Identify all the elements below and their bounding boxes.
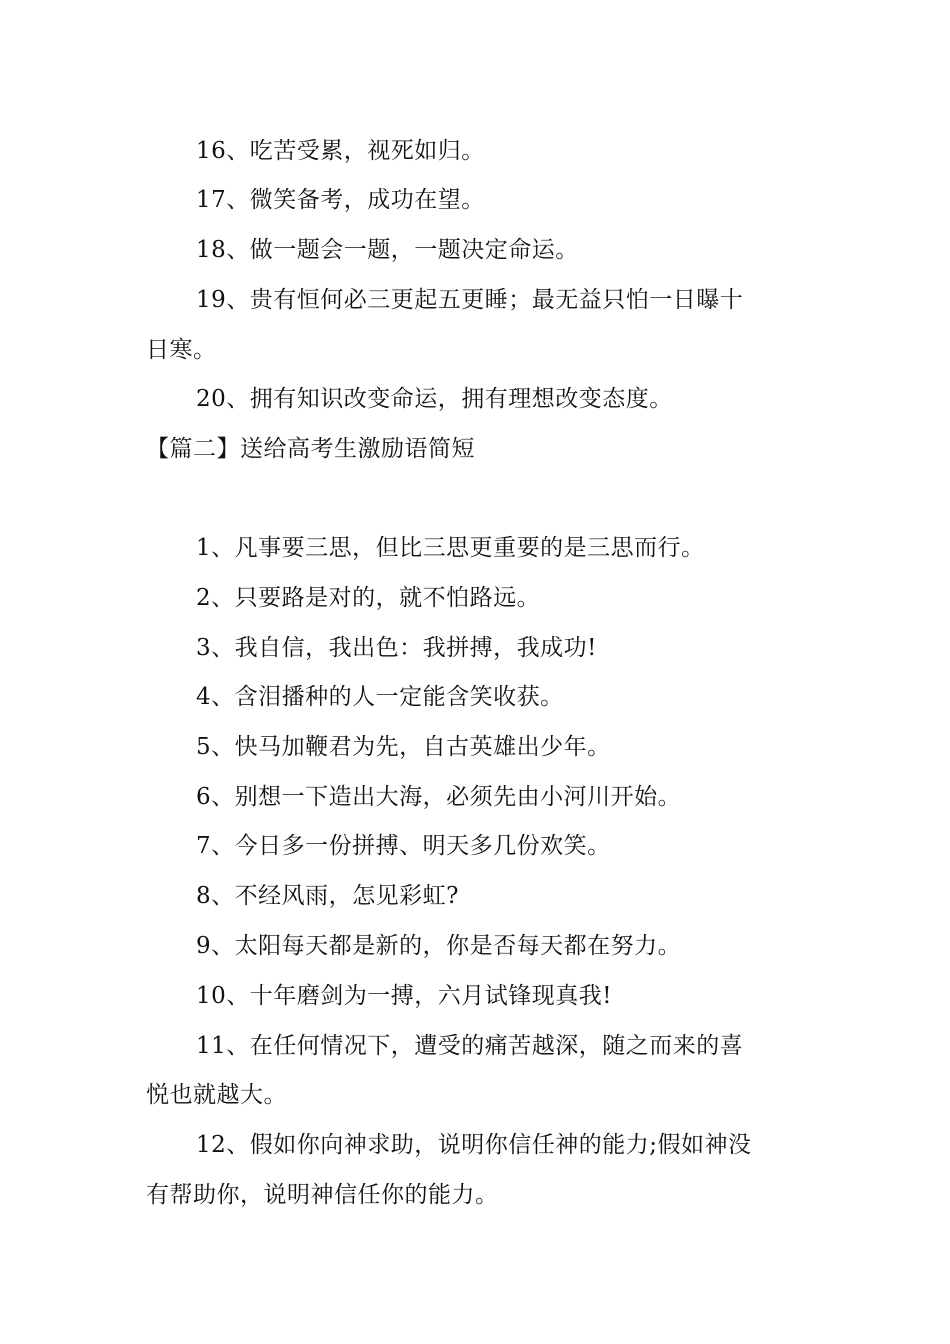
list-item: 16、吃苦受累，视死如归。: [196, 138, 485, 164]
list-item: 8、不经风雨，怎见彩虹?: [196, 883, 459, 909]
list-item: 17、微笑备考，成功在望。: [196, 187, 485, 213]
list-item-continuation: 有帮助你，说明神信任你的能力。: [146, 1182, 499, 1208]
list-item: 10、十年磨剑为一搏，六月试锋现真我!: [196, 983, 613, 1009]
list-item-continuation: 日寒。: [146, 337, 217, 363]
list-item-continuation: 悦也就越大。: [146, 1082, 287, 1108]
list-item: 3、我自信，我出色：我拼搏，我成功!: [196, 635, 597, 661]
section-heading: 【篇二】送给高考生激励语简短: [146, 436, 475, 462]
list-item: 11、在任何情况下，遭受的痛苦越深，随之而来的喜: [196, 1033, 744, 1059]
list-item: 18、做一题会一题，一题决定命运。: [196, 237, 579, 263]
list-item: 20、拥有知识改变命运，拥有理想改变态度。: [196, 386, 673, 412]
list-item: 4、含泪播种的人一定能含笑收获。: [196, 684, 564, 710]
list-item: 5、快马加鞭君为先，自古英雄出少年。: [196, 734, 611, 760]
list-item: 9、太阳每天都是新的，你是否每天都在努力。: [196, 933, 682, 959]
list-item: 2、只要路是对的，就不怕路远。: [196, 585, 541, 611]
list-item: 1、凡事要三思，但比三思更重要的是三思而行。: [196, 535, 705, 561]
list-item: 7、今日多一份拼搏、明天多几份欢笑。: [196, 833, 611, 859]
list-item: 19、贵有恒何必三更起五更睡；最无益只怕一日曝十: [196, 287, 744, 313]
list-item: 6、别想一下造出大海，必须先由小河川开始。: [196, 784, 682, 810]
list-item: 12、假如你向神求助，说明你信任神的能力;假如神没: [196, 1132, 752, 1158]
